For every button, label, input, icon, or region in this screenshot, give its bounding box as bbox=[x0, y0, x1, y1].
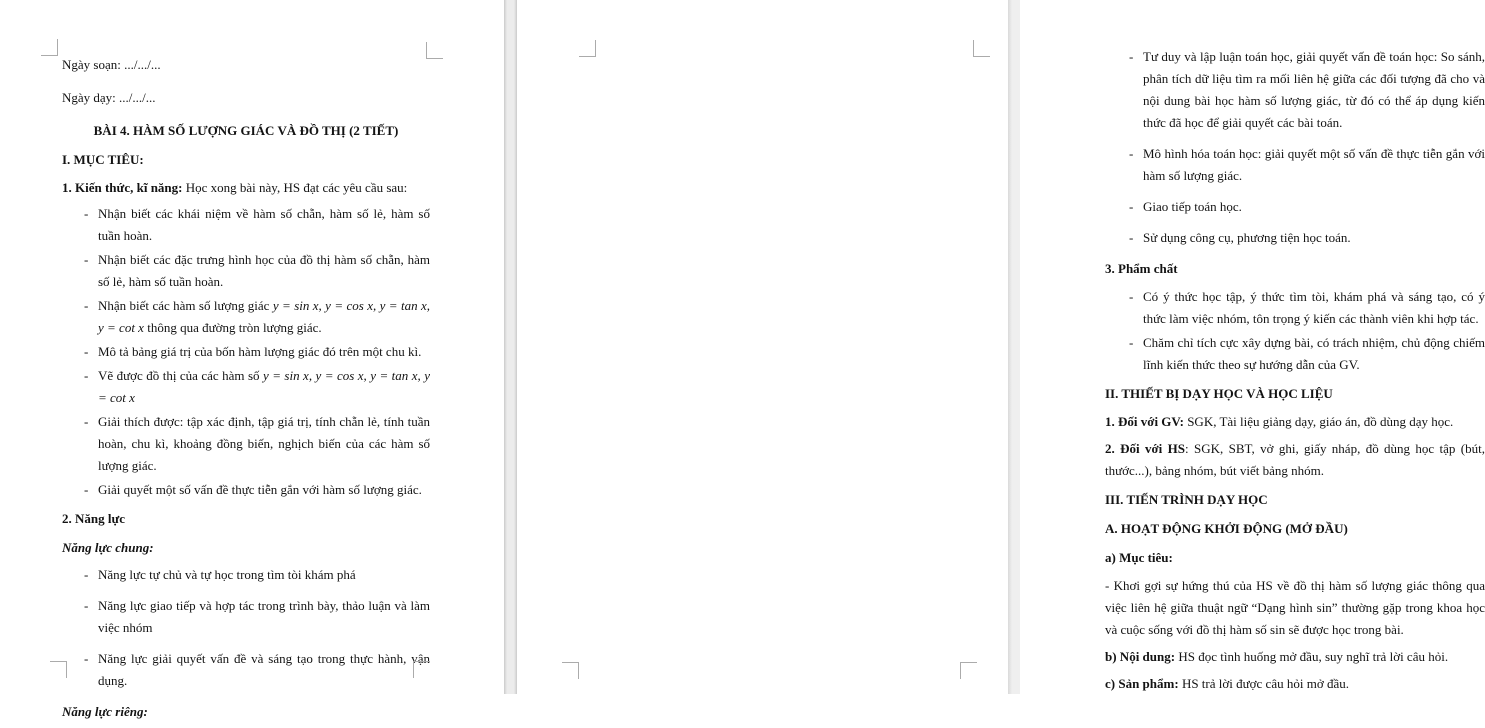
list-item bbox=[62, 203, 430, 247]
list-item-text: Tư duy và lập luận toán học, giải quyết vấn đề toán học: So sánh, phân tích dữ liệu tìm ra mối liên hệ giữa các đối tượng đã cho và nội dung bài học hàm số lượng giác, từ đó có thể áp dụng kiến thức đã học để giải quyết các bài toán. bbox=[1143, 49, 1485, 130]
bullet-dash-icon: - bbox=[1129, 289, 1134, 304]
kien-thuc-text: Học xong bài này, HS đạt các yêu cầu sau: bbox=[182, 180, 408, 195]
heading-pham-chat: 3. Phẩm chất bbox=[1105, 261, 1178, 276]
right-edge-gap bbox=[1008, 0, 1020, 694]
gv-label: 1. Đối với GV: bbox=[1105, 414, 1184, 429]
list-item-text: Năng lực giải quyết vấn đề và sáng tạo trong thực hành, vận dụng. bbox=[98, 651, 430, 688]
gv-paragraph bbox=[1105, 411, 1485, 433]
list-item bbox=[1105, 143, 1485, 187]
list-item bbox=[62, 341, 430, 363]
crop-mark-icon bbox=[413, 661, 430, 678]
hs-label: 2. Đối với HS bbox=[1105, 441, 1185, 456]
list-item-text: Mô hình hóa toán học: giải quyết một số vấn đề thực tiễn gắn với hàm số lượng giác. bbox=[1143, 146, 1485, 183]
bullet-dash-icon: - bbox=[84, 651, 89, 666]
san-pham-paragraph bbox=[1105, 673, 1485, 695]
bullet-dash-icon: - bbox=[1129, 335, 1134, 350]
bullet-dash-icon: - bbox=[84, 206, 89, 221]
list-item-text: Chăm chỉ tích cực xây dựng bài, có trách nhiệm, chủ động chiếm lĩnh kiến thức theo sự hướng dẫn của GV. bbox=[1143, 335, 1485, 372]
noi-dung-label: b) Nội dung: bbox=[1105, 649, 1176, 664]
gv-text: SGK, Tài liệu giảng dạy, giáo án, đồ dùng dạy học. bbox=[1183, 414, 1454, 429]
bullet-dash-icon: - bbox=[84, 298, 89, 313]
heading-tien-trinh: III. TIẾN TRÌNH DẠY HỌC bbox=[1105, 492, 1268, 507]
nang-luc-rieng-list bbox=[1105, 46, 1485, 249]
crop-mark-icon bbox=[41, 39, 58, 56]
list-item-text: Mô tả bảng giá trị của bốn hàm lượng giác đó trên một chu kì. bbox=[98, 344, 422, 359]
heading-thiet-bi: II. THIẾT BỊ DẠY HỌC VÀ HỌC LIỆU bbox=[1105, 386, 1333, 401]
list-item-text: Năng lực giao tiếp và hợp tác trong trình bày, thảo luận và làm việc nhóm bbox=[98, 598, 430, 635]
list-item-text: Năng lực tự chủ và tự học trong tìm tòi khám phá bbox=[98, 567, 356, 582]
kien-thuc-paragraph bbox=[62, 177, 430, 199]
heading-muc-tieu: I. MỤC TIÊU: bbox=[62, 152, 144, 167]
heading-nang-luc-chung: Năng lực chung: bbox=[62, 540, 154, 555]
bullet-dash-icon: - bbox=[84, 252, 89, 267]
list-item-text: Vẽ được đồ thị của các hàm số y = sin x, y = cos x, y = tan x, y = cot x bbox=[98, 368, 430, 405]
crop-mark-icon bbox=[579, 40, 596, 57]
list-item bbox=[1105, 46, 1485, 134]
page-1[interactable] bbox=[0, 0, 504, 719]
list-item-text: Nhận biết các hàm số lượng giác y = sin x, y = cos x, y = tan x, y = cot x thông qua đường tròn lượng giác. bbox=[98, 298, 430, 335]
hs-paragraph bbox=[1105, 438, 1485, 482]
date-soan-line: Ngày soạn: .../.../... bbox=[62, 57, 161, 72]
hs-text: : SGK, SBT, vở ghi, giấy nháp, đồ dùng học tập (bút, thước...), bảng nhóm, bút viết bảng nhóm. bbox=[1105, 441, 1485, 478]
muc-tieu-label: a) Mục tiêu: bbox=[1105, 550, 1173, 565]
san-pham-label: c) Sản phẩm: bbox=[1105, 676, 1179, 691]
list-item-text: Nhận biết các khái niệm về hàm số chẵn, hàm số lẻ, hàm số tuần hoàn. bbox=[98, 206, 430, 243]
list-item-text: Nhận biết các đặc trưng hình học của đồ thị hàm số chẵn, hàm số lẻ, hàm số tuần hoàn. bbox=[98, 252, 430, 289]
khoi-goi-paragraph: - Khơi gợi sự hứng thú của HS về đồ thị hàm số lượng giác thông qua việc liên hệ giữa thuật ngữ “Dạng hình sin” thường gặp trong khoa học và cuộc sống với đồ thị hàm số sin sẽ được học trong bài. bbox=[1105, 578, 1485, 637]
pham-chat-list bbox=[1105, 286, 1485, 376]
heading-hoat-dong: A. HOẠT ĐỘNG KHỞI ĐỘNG (MỞ ĐẦU) bbox=[1105, 521, 1348, 536]
list-item-text: Giải thích được: tập xác định, tập giá trị, tính chẵn lẻ, tính tuần hoàn, chu kì, khoảng đồng biến, nghịch biến của các hàm số lượng giác. bbox=[98, 414, 430, 473]
bullet-dash-icon: - bbox=[1129, 230, 1134, 245]
list-item bbox=[62, 411, 430, 477]
bullet-dash-icon: - bbox=[1129, 199, 1134, 214]
crop-mark-icon bbox=[50, 661, 67, 678]
bullet-dash-icon: - bbox=[84, 344, 89, 359]
page-gap-divider bbox=[504, 0, 517, 694]
list-item bbox=[1105, 196, 1485, 218]
heading-nang-luc-rieng: Năng lực riêng: bbox=[62, 704, 148, 719]
list-item-text: Có ý thức học tập, ý thức tìm tòi, khám phá và sáng tạo, có ý thức làm việc nhóm, tôn trọng ý kiến các thành viên khi hợp tác. bbox=[1143, 289, 1485, 326]
crop-mark-icon bbox=[426, 42, 443, 59]
page-2[interactable] bbox=[517, 0, 1485, 694]
list-item bbox=[62, 595, 430, 639]
list-item-text: Sử dụng công cụ, phương tiện học toán. bbox=[1143, 230, 1351, 245]
bullet-dash-icon: - bbox=[84, 598, 89, 613]
bullet-dash-icon: - bbox=[84, 414, 89, 429]
list-item bbox=[1105, 227, 1485, 249]
list-item bbox=[62, 648, 430, 692]
list-item bbox=[1105, 332, 1485, 376]
bullet-dash-icon: - bbox=[1129, 146, 1134, 161]
bullet-dash-icon: - bbox=[84, 482, 89, 497]
noi-dung-paragraph bbox=[1105, 646, 1485, 668]
page-1-text-area[interactable] bbox=[62, 54, 430, 728]
list-item bbox=[62, 295, 430, 339]
san-pham-text: HS trả lời được câu hỏi mở đầu. bbox=[1178, 676, 1349, 691]
list-item bbox=[62, 479, 430, 501]
nang-luc-chung-list bbox=[62, 564, 430, 692]
kien-thuc-label: 1. Kiến thức, kĩ năng: bbox=[62, 180, 183, 195]
bullet-dash-icon: - bbox=[1129, 49, 1134, 64]
list-item bbox=[62, 249, 430, 293]
list-item bbox=[62, 564, 430, 586]
lesson-title: BÀI 4. HÀM SỐ LƯỢNG GIÁC VÀ ĐỒ THỊ (2 TIẾT) bbox=[93, 123, 399, 138]
date-day-line: Ngày dạy: .../.../... bbox=[62, 90, 156, 105]
bullet-dash-icon: - bbox=[84, 368, 89, 383]
list-item bbox=[1105, 286, 1485, 330]
crop-mark-icon bbox=[973, 40, 990, 57]
heading-nang-luc: 2. Năng lực bbox=[62, 511, 126, 526]
list-item-text: Giải quyết một số vấn đề thực tiễn gắn với hàm số lượng giác. bbox=[98, 482, 422, 497]
bullet-dash-icon: - bbox=[84, 567, 89, 582]
list-item bbox=[62, 365, 430, 409]
objectives-list bbox=[62, 203, 430, 501]
list-item-text: Giao tiếp toán học. bbox=[1143, 199, 1242, 214]
crop-mark-icon bbox=[960, 662, 977, 679]
page-2-text-area[interactable] bbox=[1105, 44, 1485, 699]
crop-mark-icon bbox=[562, 662, 579, 679]
noi-dung-text: HS đọc tình huống mở đầu, suy nghĩ trả lời câu hỏi. bbox=[1175, 649, 1449, 664]
